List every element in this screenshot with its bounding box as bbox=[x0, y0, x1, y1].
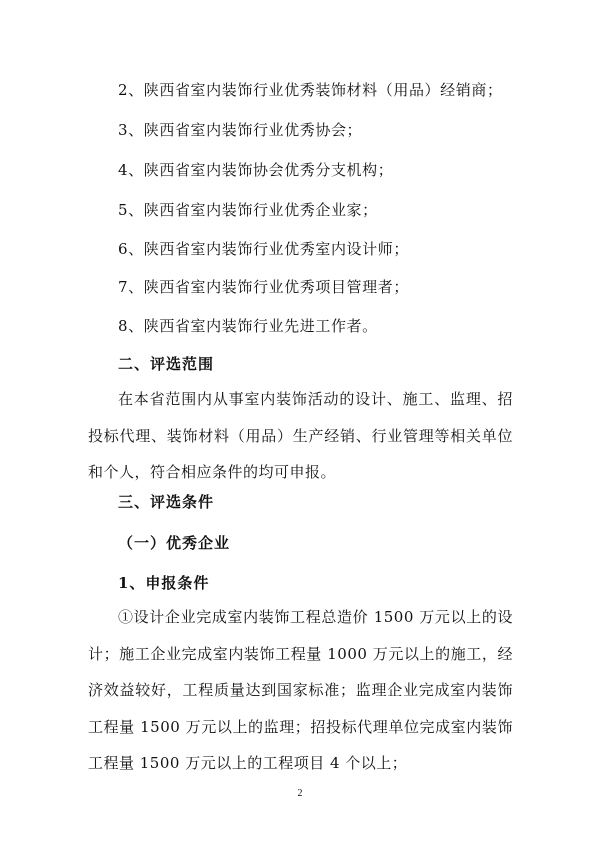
section-heading-criteria: 三、评选条件 bbox=[118, 493, 215, 511]
scope-paragraph: 在本省范围内从事室内装饰活动的设计、施工、监理、招投标代理、装饰材料（用品）生产经销、行业管理等相关单位和个人，符合相应条件的均可申报。 bbox=[88, 390, 513, 481]
list-item: 6、陕西省室内装饰行业优秀室内设计师； bbox=[118, 240, 409, 258]
list-item: 8、陕西省室内装饰行业先进工作者。 bbox=[118, 317, 378, 335]
conditions-paragraph: ①设计企业完成室内装饰工程总造价 1500 万元以上的设计；施工企业完成室内装饰工程量 1000 万元以上的施工，经济效益较好，工程质量达到国家标准；监理企业完成室内装饰工程量 1500 万元以上的监理；招投标代理单位完成室内装饰工程量 1500 万元以上的工程项目 4 个以上； bbox=[88, 608, 513, 772]
subsection-heading-application-conditions: 1、申报条件 bbox=[118, 574, 210, 592]
list-item: 7、陕西省室内装饰行业优秀项目管理者； bbox=[118, 278, 409, 296]
section-heading-scope: 二、评选范围 bbox=[118, 355, 215, 373]
list-item: 4、陕西省室内装饰协会优秀分支机构； bbox=[118, 161, 394, 179]
list-item: 3、陕西省室内装饰行业优秀协会； bbox=[118, 121, 363, 139]
subsection-heading-excellent-enterprise: （一）优秀企业 bbox=[118, 534, 231, 552]
list-item: 5、陕西省室内装饰行业优秀企业家； bbox=[118, 201, 378, 219]
list-item: 2、陕西省室内装饰行业优秀装饰材料（用品）经销商； bbox=[118, 81, 503, 99]
page-number: 2 bbox=[297, 788, 303, 799]
